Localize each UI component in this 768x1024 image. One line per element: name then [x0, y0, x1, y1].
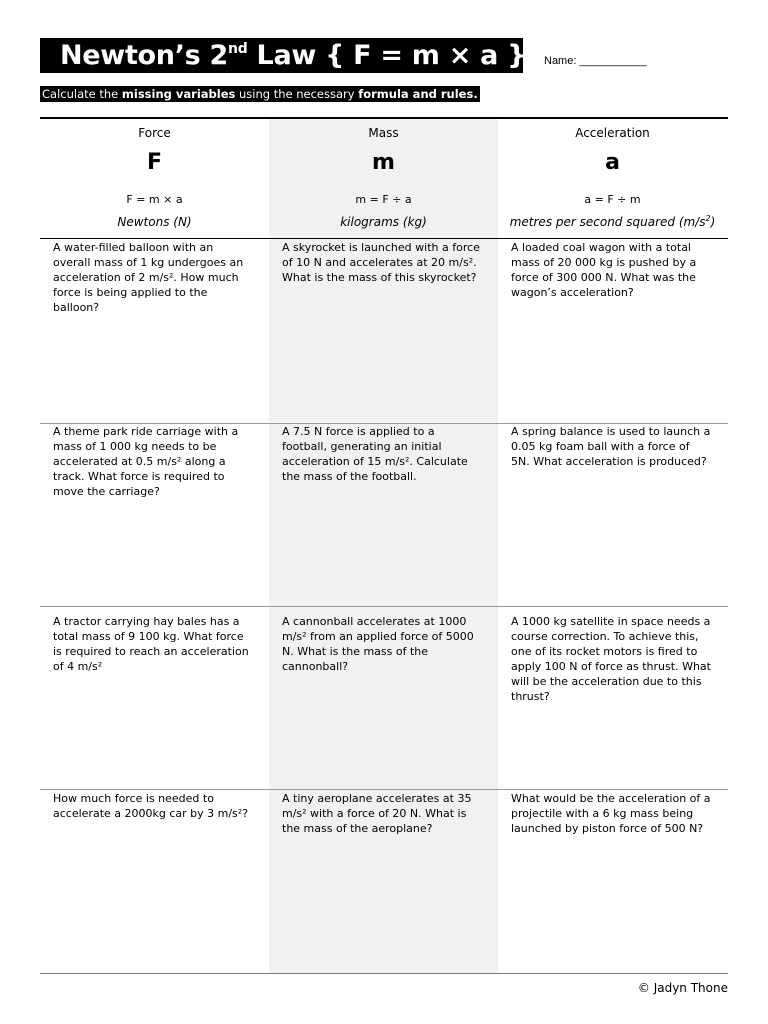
column-header-acceleration: Acceleration — [575, 126, 650, 140]
formula-force: F = m × a — [126, 193, 183, 206]
column-header-force: Force — [138, 126, 171, 140]
copyright-credit: © Jadyn Thone — [637, 981, 728, 995]
worksheet-title: Newton’s 2nd Law { F = m × a } — [40, 38, 523, 73]
name-field[interactable]: Name: ___________ — [544, 55, 647, 67]
formula-mass: m = F ÷ a — [355, 193, 412, 206]
question-force-4: How much force is needed to accelerate a 2000kg car by 3 m/s²? — [53, 792, 249, 820]
table-top-rule — [40, 117, 728, 119]
unit-mass: kilograms (kg) — [340, 215, 427, 229]
question-mass-3: A cannonball accelerates at 1000 m/s² from an applied force of 5000 N. What is the mass of the cannonball? — [282, 615, 474, 673]
question-force-3: A tractor carrying hay bales has a total mass of 9 100 kg. What force is required to reach an acceleration of 4 m/s² — [53, 615, 249, 673]
row-divider — [40, 789, 728, 790]
column-header-mass: Mass — [368, 126, 399, 140]
formula-acceleration: a = F ÷ m — [584, 193, 641, 206]
question-acceleration-3: A 1000 kg satellite in space needs a course correction. To achieve this, one of its rocket motors is fired to apply 100 N of force as thrust. What will be the acceleration due to this thrust? — [511, 615, 711, 703]
question-force-1: A water-filled balloon with an overall mass of 1 kg undergoes an acceleration of 2 m/s². How much force is being applied to the balloon? — [53, 241, 244, 314]
question-acceleration-1: A loaded coal wagon with a total mass of 20 000 kg is pushed by a force of 300 000 N. What was the wagon’s acceleration? — [511, 241, 697, 299]
question-force-2: A theme park ride carriage with a mass of 1 000 kg needs to be accelerated at 0.5 m/s² along a track. What force is required to move the carriage? — [53, 425, 239, 498]
question-mass-2: A 7.5 N force is applied to a football, generating an initial acceleration of 15 m/s². Calculate the mass of the football. — [282, 425, 468, 483]
unit-force: Newtons (N) — [117, 215, 192, 229]
question-acceleration-4: What would be the acceleration of a projectile with a 6 kg mass being launched by piston force of 500 N? — [511, 792, 711, 835]
question-mass-1: A skyrocket is launched with a force of 10 N and accelerates at 20 m/s². What is the mass of this skyrocket? — [282, 241, 480, 284]
symbol-force: F — [146, 150, 163, 175]
question-mass-4: A tiny aeroplane accelerates at 35 m/s² with a force of 20 N. What is the mass of the aeroplane? — [282, 792, 472, 835]
symbol-acceleration: a — [605, 150, 620, 175]
header-divider — [40, 238, 728, 239]
table-bottom-rule — [40, 973, 728, 974]
unit-acceleration: metres per second squared $(m/s^2)$ — [509, 214, 716, 229]
instruction-text: Calculate the missing variables using the necessary formula and rules. — [42, 87, 478, 101]
question-acceleration-2: A spring balance is used to launch a 0.05 kg foam ball with a force of 5N. What acceleration is produced? — [511, 425, 711, 468]
row-divider — [40, 606, 728, 607]
symbol-mass: m — [372, 150, 395, 175]
